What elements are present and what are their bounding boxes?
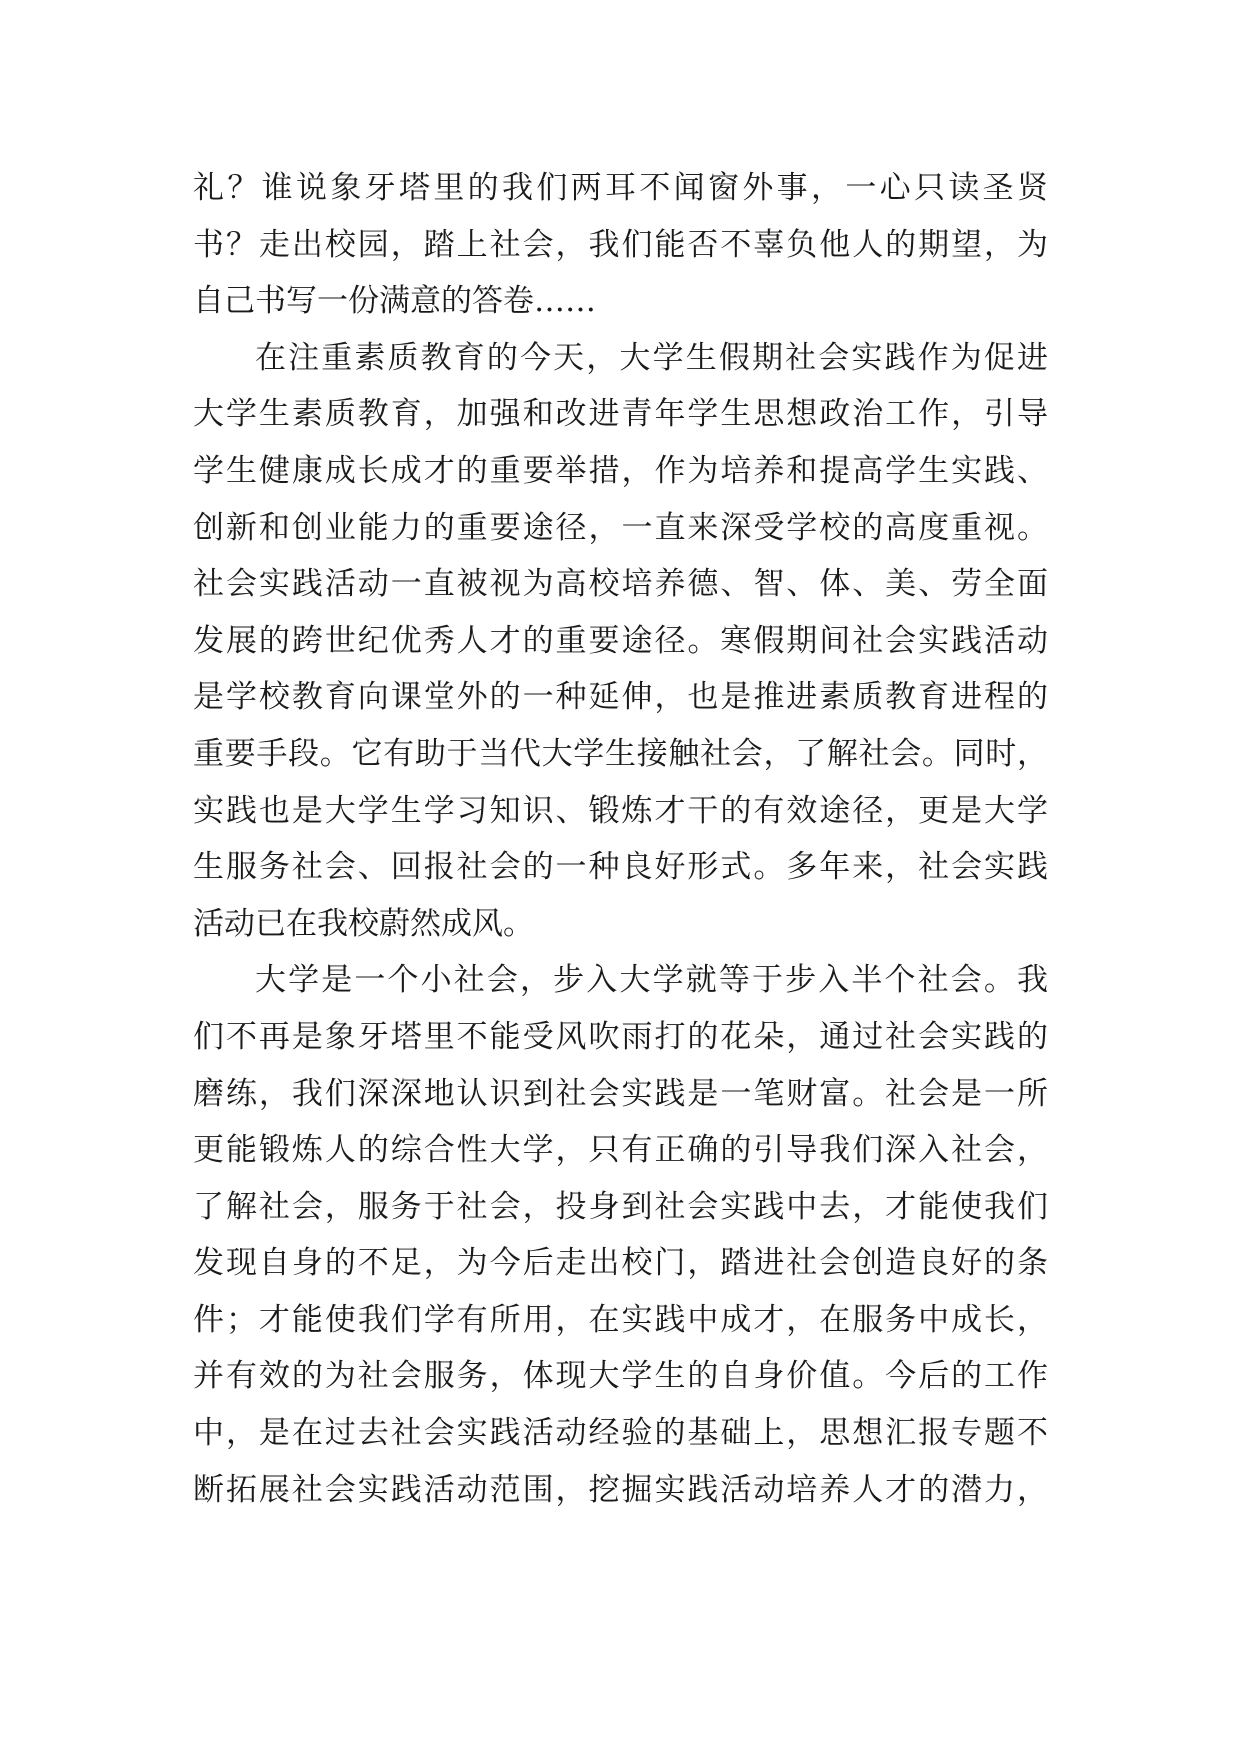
text-line: 创新和创业能力的重要途径，一直来深受学校的高度重视。 <box>193 509 1048 546</box>
text-line: 更能锻炼人的综合性大学，只有正确的引导我们深入社会， <box>193 1132 1048 1169</box>
text-line: 并有效的为社会服务，体现大学生的自身价值。今后的工作 <box>193 1358 1048 1395</box>
text-line: 礼？谁说象牙塔里的我们两耳不闻窗外事，一心只读圣贤 <box>193 170 1048 206</box>
text-line: 件；才能使我们学有所用，在实践中成才，在服务中成长， <box>193 1301 1048 1338</box>
text-line: 生服务社会、回报社会的一种良好形式。多年来，社会实践 <box>193 849 1048 886</box>
text-line: 是学校教育向课堂外的一种延伸，也是推进素质教育进程的 <box>193 679 1048 716</box>
text-line: 发展的跨世纪优秀人才的重要途径。寒假期间社会实践活动 <box>193 622 1048 659</box>
text-line: 实践也是大学生学习知识、锻炼才干的有效途径，更是大学 <box>193 792 1048 829</box>
paragraph-first-line: 在注重素质教育的今天，大学生假期社会实践作为促进 <box>255 339 1048 376</box>
text-line: 书？走出校园，踏上社会，我们能否不辜负他人的期望，为 <box>193 226 1048 263</box>
text-line: 自己书写一份满意的答卷…… <box>193 283 596 320</box>
text-line: 活动已在我校蔚然成风。 <box>193 905 534 942</box>
text-line: 社会实践活动一直被视为高校培养德、智、体、美、劳全面 <box>193 566 1048 603</box>
text-line: 中，是在过去社会实践活动经验的基础上，思想汇报专题不 <box>193 1415 1048 1452</box>
body-text <box>193 160 1048 1518</box>
text-line: 大学生素质教育，加强和改进青年学生思想政治工作，引导 <box>193 396 1048 433</box>
text-line: 发现自身的不足，为今后走出校门，踏进社会创造良好的条 <box>193 1245 1048 1282</box>
text-line: 重要手段。它有助于当代大学生接触社会，了解社会。同时， <box>193 735 1048 772</box>
text-line: 们不再是象牙塔里不能受风吹雨打的花朵，通过社会实践的 <box>193 1018 1048 1055</box>
text-line: 了解社会，服务于社会，投身到社会实践中去，才能使我们 <box>193 1188 1048 1225</box>
text-line: 学生健康成长成才的重要举措，作为培养和提高学生实践、 <box>193 452 1048 489</box>
paragraph-first-line: 大学是一个小社会，步入大学就等于步入半个社会。我 <box>255 962 1048 999</box>
text-line: 磨练，我们深深地认识到社会实践是一笔财富。社会是一所 <box>193 1075 1048 1112</box>
text-line: 断拓展社会实践活动范围，挖掘实践活动培养人才的潜力， <box>193 1471 1048 1508</box>
